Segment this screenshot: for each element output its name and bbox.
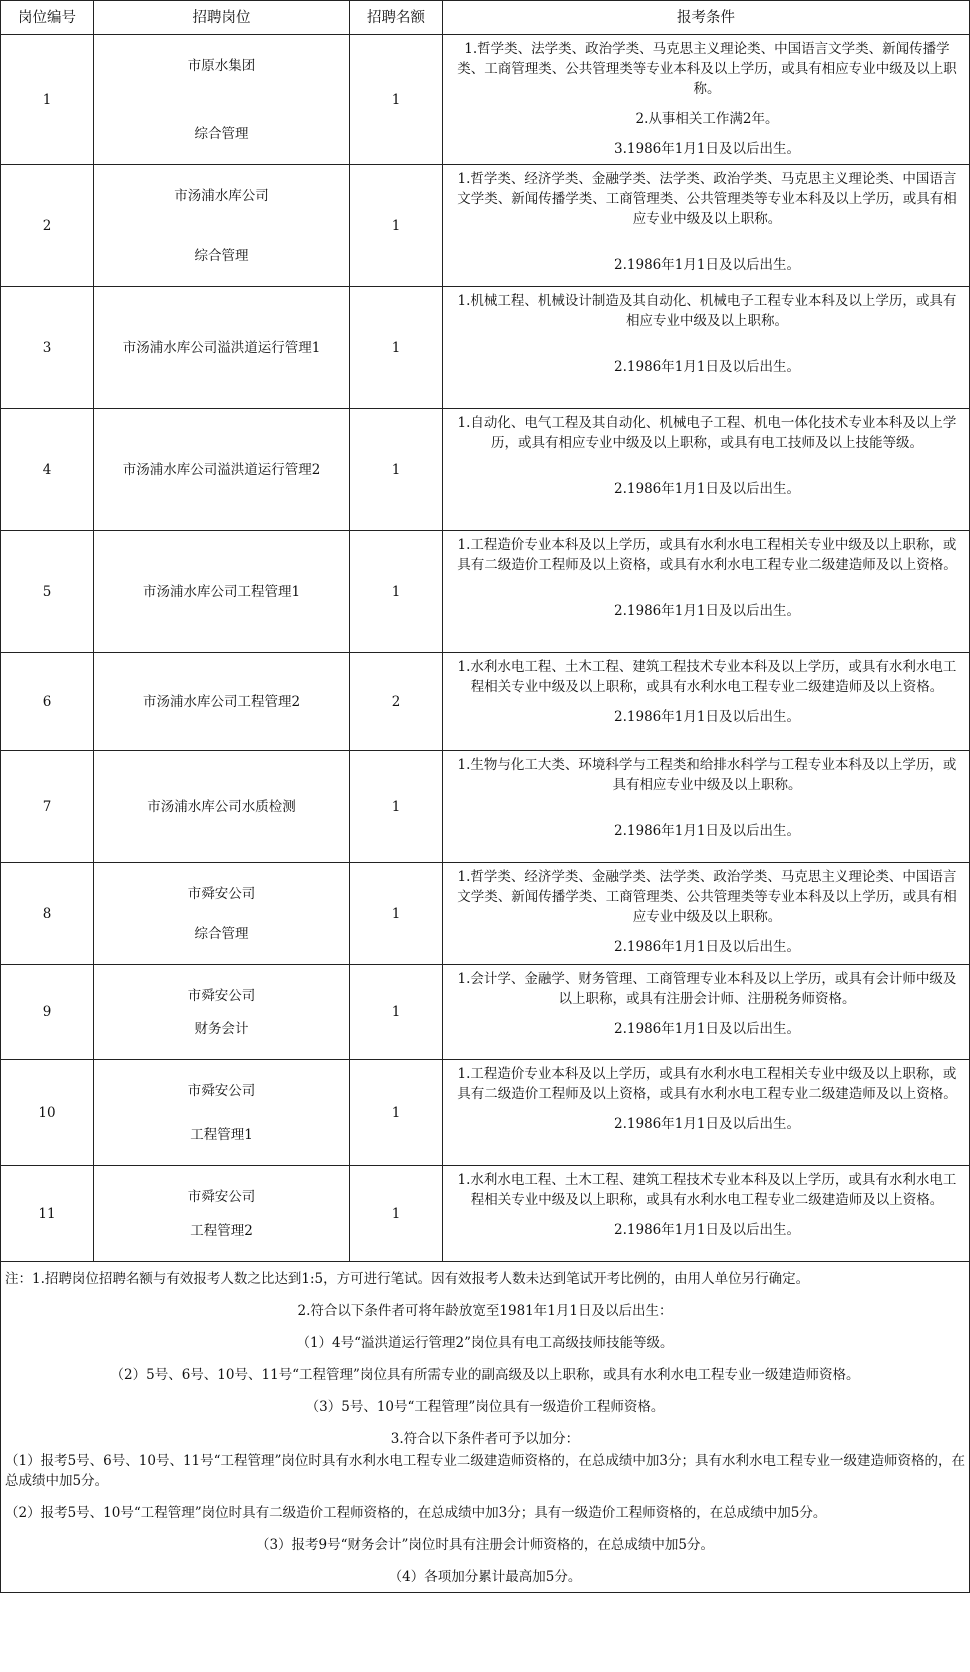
requirements-cell	[443, 531, 970, 653]
requirement-item: 2.1986年1月1日及以后出生。	[614, 1021, 800, 1037]
position-number: 9	[1, 965, 94, 1060]
requirement-spacer	[453, 129, 961, 139]
note-2-2: （2）5号、6号、10号、11号“工程管理”岗位具有所需专业的副高级及以上职称，或具有水利水电工程专业一级建造师资格。	[110, 1367, 860, 1383]
note-2-1: （1）4号“溢洪道运行管理2”岗位具有电工高级技师技能等级。	[296, 1335, 674, 1351]
position-title: 财务会计	[194, 1020, 249, 1037]
position-cell	[94, 287, 350, 409]
position-number: 11	[1, 1166, 94, 1262]
position-cell	[94, 965, 350, 1060]
position-number: 10	[1, 1060, 94, 1166]
requirement-item: 2.1986年1月1日及以后出生。	[614, 603, 800, 619]
position-quota: 2	[350, 653, 443, 751]
position-content	[94, 797, 349, 817]
requirement-item: 2.1986年1月1日及以后出生。	[614, 823, 800, 839]
table-row	[1, 35, 970, 165]
position-unit: 市舜安公司	[187, 1188, 256, 1205]
position-unit: 市舜安公司	[187, 987, 256, 1004]
requirement-item: 2.1986年1月1日及以后出生。	[614, 939, 800, 955]
position-quota: 1	[350, 287, 443, 409]
position-quota: 1	[350, 165, 443, 287]
requirement-spacer	[453, 927, 961, 937]
position-unit: 市汤浦水库公司水质检测	[147, 798, 296, 815]
position-cell	[94, 1166, 350, 1262]
position-number: 5	[1, 531, 94, 653]
position-title: 工程管理2	[190, 1222, 253, 1239]
requirement-item: 1.哲学类、法学类、政治学类、马克思主义理论类、中国语言文学类、新闻传播学类、工商管理类、公共管理类等专业本科及以上学历，或具有相应专业中级及以上职称。	[457, 41, 957, 97]
position-number: 2	[1, 165, 94, 287]
requirements-cell	[443, 35, 970, 165]
note-3: 3.符合以下条件者可予以加分：	[390, 1431, 580, 1447]
notes-cell	[1, 1262, 970, 1593]
requirement-item: 2.1986年1月1日及以后出生。	[614, 709, 800, 725]
position-unit: 市舜安公司	[187, 885, 256, 902]
position-number: 1	[1, 35, 94, 165]
requirement-item: 2.1986年1月1日及以后出生。	[614, 359, 800, 375]
position-unit: 市舜安公司	[187, 1082, 256, 1099]
position-content	[94, 582, 349, 602]
position-number: 6	[1, 653, 94, 751]
table-row	[1, 965, 970, 1060]
requirement-spacer	[453, 1009, 961, 1019]
position-number: 7	[1, 751, 94, 863]
note-3-1: （1）报考5号、6号、10号、11号“工程管理”岗位时具有水利水电工程专业二级建造师资格的，在总成绩中加3分；具有水利水电工程专业一级建造师资格的，在总成绩中加5分。	[5, 1453, 966, 1489]
note-3-3: （3）报考9号“财务会计”岗位时具有注册会计师资格的，在总成绩中加5分。	[255, 1537, 715, 1553]
requirement-spacer	[453, 1210, 961, 1220]
table-row	[1, 409, 970, 531]
position-unit: 市汤浦水库公司工程管理2	[142, 693, 301, 710]
position-content	[94, 460, 349, 480]
requirements-cell	[443, 1060, 970, 1166]
requirement-item: 1.机械工程、机械设计制造及其自动化、机械电子工程专业本科及以上学历，或具有相应专业中级及以上职称。	[457, 293, 957, 329]
requirement-spacer	[453, 575, 961, 601]
requirement-spacer	[453, 453, 961, 479]
requirements-cell	[443, 1166, 970, 1262]
requirement-item: 1.工程造价专业本科及以上学历，或具有水利水电工程相关专业中级及以上职称，或具有二级造价工程师及以上资格，或具有水利水电工程专业二级建造师及以上资格。	[457, 537, 957, 573]
requirements-cell	[443, 751, 970, 863]
position-content	[94, 692, 349, 712]
position-cell	[94, 751, 350, 863]
table-row	[1, 863, 970, 965]
position-quota: 1	[350, 531, 443, 653]
requirement-item: 2.1986年1月1日及以后出生。	[614, 481, 800, 497]
note-3-4: （4）各项加分累计最高加5分。	[388, 1569, 582, 1585]
requirement-item: 1.水利水电工程、土木工程、建筑工程技术专业本科及以上学历，或具有水利水电工程相关专业中级及以上职称，或具有水利水电工程专业二级建造师及以上资格。	[457, 1172, 957, 1208]
requirements-cell	[443, 409, 970, 531]
requirement-spacer	[453, 99, 961, 109]
table-row	[1, 531, 970, 653]
position-cell	[94, 35, 350, 165]
position-cell	[94, 863, 350, 965]
position-cell	[94, 165, 350, 287]
table-row	[1, 751, 970, 863]
requirement-item: 1.自动化、电气工程及其自动化、机械电子工程、机电一体化技术专业本科及以上学历，或具有相应专业中级及以上职称，或具有电工技师及以上技能等级。	[457, 415, 957, 451]
requirements-cell	[443, 863, 970, 965]
requirement-item: 2.1986年1月1日及以后出生。	[614, 1222, 800, 1238]
position-cell	[94, 409, 350, 531]
position-unit: 市汤浦水库公司溢洪道运行管理1	[122, 339, 321, 356]
position-title: 工程管理1	[190, 1126, 253, 1143]
table-row	[1, 1166, 970, 1262]
header-position: 招聘岗位	[94, 1, 350, 35]
position-unit: 市汤浦水库公司工程管理1	[142, 583, 301, 600]
note-1: 注：1.招聘岗位招聘名额与有效报考人数之比达到1:5，方可进行笔试。因有效报考人数未达到笔试开考比例的，由用人单位另行确定。	[5, 1271, 810, 1287]
table-row	[1, 653, 970, 751]
requirement-item: 1.工程造价专业本科及以上学历，或具有水利水电工程相关专业中级及以上职称，或具有二级造价工程师及以上资格，或具有水利水电工程专业二级建造师及以上资格。	[457, 1066, 957, 1102]
position-unit: 市汤浦水库公司	[174, 187, 269, 204]
requirement-item: 1.哲学类、经济学类、金融学类、法学类、政治学类、马克思主义理论类、中国语言文学类、新闻传播学类、工商管理类、公共管理类等专业本科及以上学历，或具有相应专业中级及以上职称。	[457, 171, 957, 227]
requirements-cell	[443, 653, 970, 751]
position-unit: 市汤浦水库公司溢洪道运行管理2	[122, 461, 321, 478]
requirement-spacer	[453, 795, 961, 821]
notes-row	[1, 1262, 970, 1593]
position-unit: 市原水集团	[187, 57, 256, 74]
position-cell	[94, 531, 350, 653]
position-quota: 1	[350, 863, 443, 965]
requirement-item: 2.1986年1月1日及以后出生。	[614, 1116, 800, 1132]
requirement-item: 2.1986年1月1日及以后出生。	[614, 257, 800, 273]
requirement-spacer	[453, 229, 961, 255]
table-body	[1, 35, 970, 1262]
position-cell	[94, 653, 350, 751]
position-content	[94, 338, 349, 358]
requirement-spacer	[453, 697, 961, 707]
position-quota: 1	[350, 751, 443, 863]
position-title: 综合管理	[194, 925, 249, 942]
requirements-cell	[443, 287, 970, 409]
requirement-spacer	[453, 1104, 961, 1114]
header-count: 招聘名额	[350, 1, 443, 35]
position-content	[94, 1081, 349, 1145]
header-requirements: 报考条件	[443, 1, 970, 35]
requirement-spacer	[453, 331, 961, 357]
position-quota: 1	[350, 965, 443, 1060]
requirements-cell	[443, 165, 970, 287]
position-cell	[94, 1060, 350, 1166]
note-2-3: （3）5号、10号“工程管理”岗位具有一级造价工程师资格。	[305, 1399, 665, 1415]
position-content	[94, 986, 349, 1039]
requirement-item: 3.1986年1月1日及以后出生。	[614, 141, 800, 157]
header-row	[1, 1, 970, 35]
requirement-item: 2.从事相关工作满2年。	[635, 111, 779, 127]
position-quota: 1	[350, 1166, 443, 1262]
position-title: 综合管理	[194, 125, 249, 142]
requirement-item: 1.会计学、金融学、财务管理、工商管理专业本科及以上学历，或具有会计师中级及以上职称，或具有注册会计师、注册税务师资格。	[457, 971, 957, 1007]
position-content	[94, 884, 349, 944]
requirement-item: 1.生物与化工大类、环境科学与工程类和给排水科学与工程专业本科及以上学历，或具有相应专业中级及以上职称。	[457, 757, 957, 793]
requirement-item: 1.水利水电工程、土木工程、建筑工程技术专业本科及以上学历，或具有水利水电工程相关专业中级及以上职称，或具有水利水电工程专业二级建造师及以上资格。	[457, 659, 957, 695]
position-number: 4	[1, 409, 94, 531]
table-row	[1, 1060, 970, 1166]
position-number: 3	[1, 287, 94, 409]
header-position-no: 岗位编号	[1, 1, 94, 35]
table-row	[1, 165, 970, 287]
requirement-item: 1.哲学类、经济学类、金融学类、法学类、政治学类、马克思主义理论类、中国语言文学类、新闻传播学类、工商管理类、公共管理类等专业本科及以上学历，或具有相应专业中级及以上职称。	[457, 869, 957, 925]
table-row	[1, 287, 970, 409]
note-3-2: （2）报考5号、10号“工程管理”岗位时具有二级造价工程师资格的，在总成绩中加3分；具有一级造价工程师资格的，在总成绩中加5分。	[5, 1505, 827, 1521]
position-title: 综合管理	[194, 247, 249, 264]
position-quota: 1	[350, 1060, 443, 1166]
position-number: 8	[1, 863, 94, 965]
position-content	[94, 186, 349, 266]
note-2: 2.符合以下条件者可将年龄放宽至1981年1月1日及以后出生：	[297, 1303, 673, 1319]
position-content	[94, 1187, 349, 1241]
position-quota: 1	[350, 409, 443, 531]
requirements-cell	[443, 965, 970, 1060]
position-quota: 1	[350, 35, 443, 165]
position-content	[94, 56, 349, 144]
